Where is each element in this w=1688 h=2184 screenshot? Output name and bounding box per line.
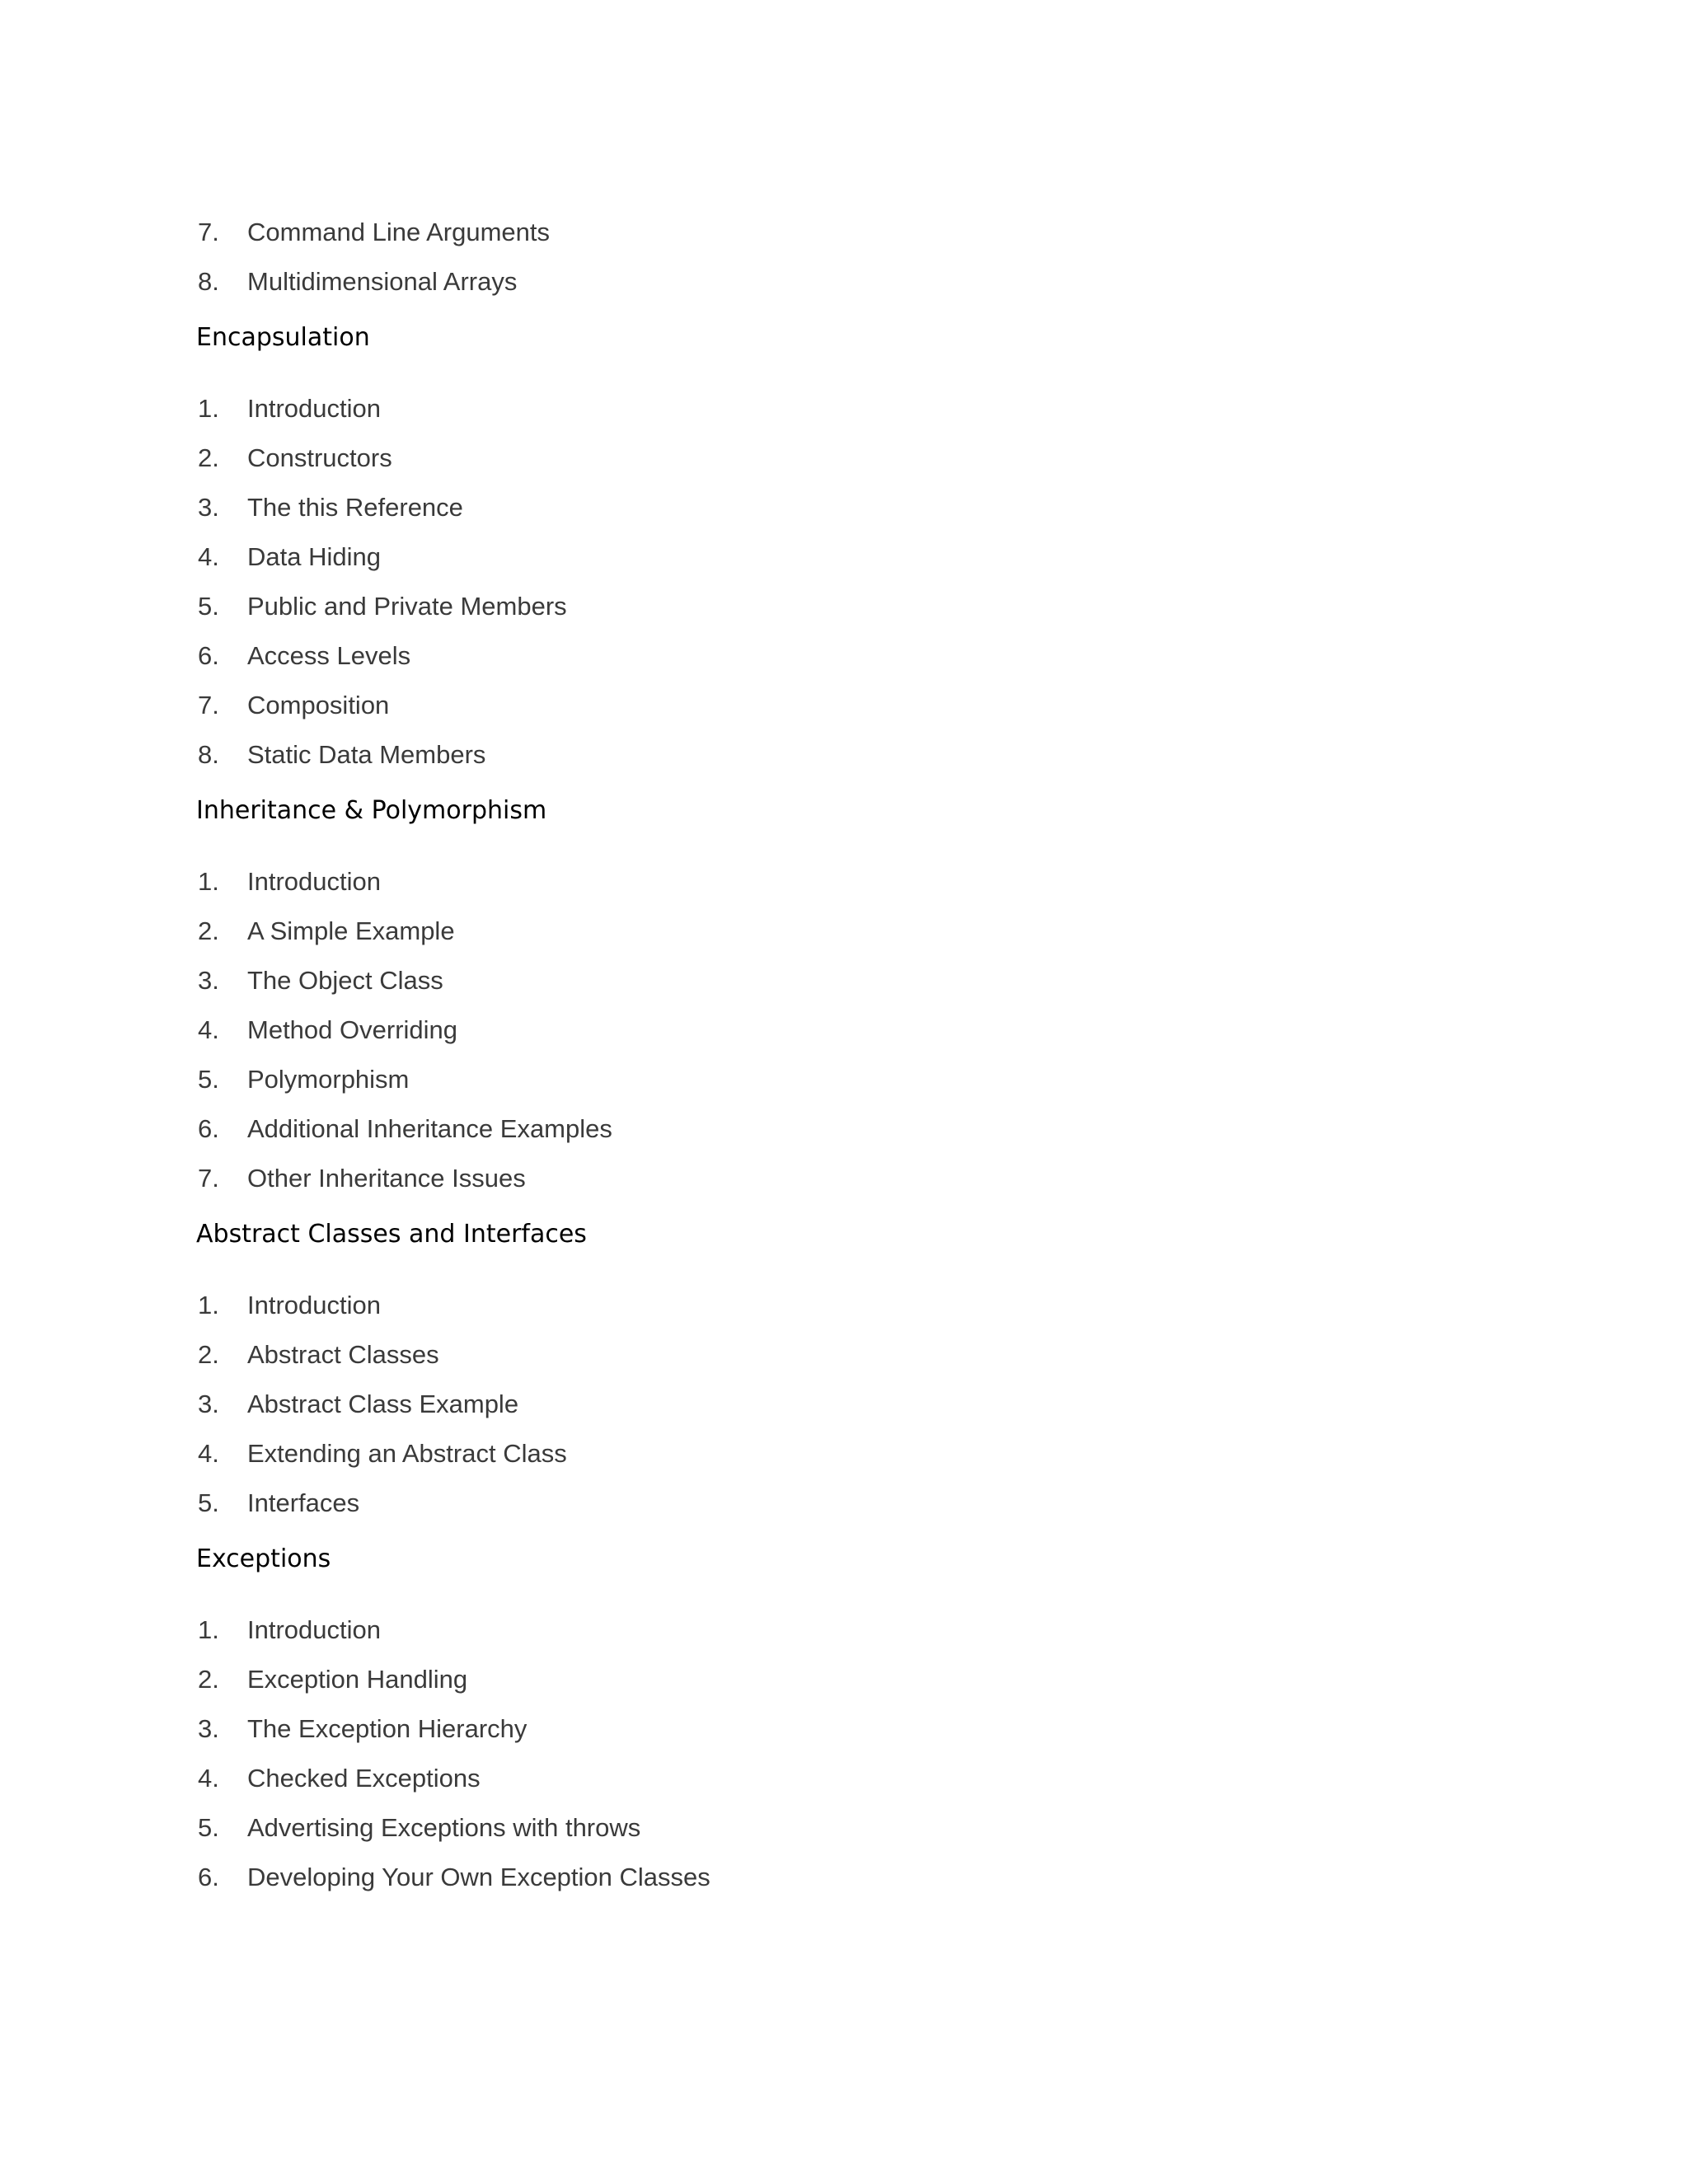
list-item <box>196 730 1515 780</box>
list-item-text: Polymorphism <box>247 1065 410 1094</box>
list-item-number: 3. <box>198 1714 219 1743</box>
list-item <box>196 1330 1515 1380</box>
list-item <box>196 1104 1515 1154</box>
list-item-number: 1. <box>198 867 219 896</box>
list-item <box>196 1704 1515 1754</box>
list-item <box>196 1380 1515 1429</box>
list-item-number: 4. <box>198 542 219 571</box>
list-item-text: The this Reference <box>247 493 463 522</box>
list-item-text: Developing Your Own Exception Classes <box>247 1863 710 1891</box>
list-item-text: Public and Private Members <box>247 592 567 621</box>
section-abstract-classes-interfaces <box>196 1203 1515 1528</box>
list-item-text: Introduction <box>247 1291 381 1319</box>
section-exceptions <box>196 1528 1515 1902</box>
list-item-number: 5. <box>198 1488 219 1517</box>
list-item-number: 6. <box>198 1114 219 1143</box>
list-item-number: 4. <box>198 1015 219 1044</box>
list-item-number: 7. <box>198 691 219 719</box>
list-item-text: Introduction <box>247 394 381 423</box>
list-item-text: Access Levels <box>247 641 411 670</box>
list-item-number: 1. <box>198 394 219 423</box>
list-item-number: 1. <box>198 1291 219 1319</box>
list-item <box>196 434 1515 483</box>
list-item <box>196 631 1515 681</box>
list-item <box>196 956 1515 1005</box>
list-item <box>196 681 1515 730</box>
table-of-contents <box>196 208 1515 1902</box>
list-item-text: Constructors <box>247 443 392 472</box>
list-item-number: 6. <box>198 641 219 670</box>
list-item-text: Introduction <box>247 867 381 896</box>
list-item <box>196 1655 1515 1704</box>
list-item-number: 4. <box>198 1439 219 1468</box>
section-heading: Abstract Classes and Interfaces <box>196 1220 587 1249</box>
section-encapsulation <box>196 307 1515 780</box>
list-item-text: Abstract Classes <box>247 1340 439 1369</box>
list-item-number: 3. <box>198 966 219 995</box>
list-item-text: Static Data Members <box>247 740 486 769</box>
list-item <box>196 1605 1515 1655</box>
list-item-number: 8. <box>198 740 219 769</box>
list-item-text: Multidimensional Arrays <box>247 267 518 296</box>
section-inheritance-polymorphism <box>196 780 1515 1203</box>
continued-list <box>196 208 1515 307</box>
list-item <box>196 582 1515 631</box>
list-item <box>196 857 1515 907</box>
list-item-text: Exception Handling <box>247 1665 468 1694</box>
list-item-text: Method Overriding <box>247 1015 458 1044</box>
list-item-number: 2. <box>198 1665 219 1694</box>
list-item-text: Interfaces <box>247 1488 360 1517</box>
list-item <box>196 1281 1515 1330</box>
list-item <box>196 1853 1515 1902</box>
list-item-text: Additional Inheritance Examples <box>247 1114 612 1143</box>
section-heading: Exceptions <box>196 1544 331 1573</box>
list-item-number: 6. <box>198 1863 219 1891</box>
list-item <box>196 1479 1515 1528</box>
list-item <box>196 384 1515 434</box>
list-item-text: Composition <box>247 691 390 719</box>
list-item <box>196 208 1515 257</box>
list-item-text: Introduction <box>247 1615 381 1644</box>
list-item <box>196 1803 1515 1853</box>
list-item <box>196 1055 1515 1104</box>
list-item-text: The Exception Hierarchy <box>247 1714 528 1743</box>
list-item-text: Other Inheritance Issues <box>247 1164 526 1193</box>
list-item-text: Abstract Class Example <box>247 1390 519 1418</box>
list-item-number: 5. <box>198 1065 219 1094</box>
list-item-text: Command Line Arguments <box>247 218 551 246</box>
list-item-number: 2. <box>198 1340 219 1369</box>
list-item-number: 8. <box>198 267 219 296</box>
list-item <box>196 483 1515 532</box>
list-item <box>196 257 1515 307</box>
list-item-text: Checked Exceptions <box>247 1764 481 1793</box>
list-item-text: Advertising Exceptions with throws <box>247 1813 641 1842</box>
list-item-number: 5. <box>198 1813 219 1842</box>
list-item <box>196 1754 1515 1803</box>
section-heading: Encapsulation <box>196 323 370 352</box>
list-item <box>196 532 1515 582</box>
list-item-text: Data Hiding <box>247 542 381 571</box>
list-item-number: 2. <box>198 916 219 945</box>
list-item-number: 3. <box>198 1390 219 1418</box>
list-item-number: 5. <box>198 592 219 621</box>
list-item-text: The Object Class <box>247 966 443 995</box>
list-item-text: Extending an Abstract Class <box>247 1439 567 1468</box>
list-item-number: 2. <box>198 443 219 472</box>
list-item-number: 7. <box>198 218 219 246</box>
list-item-number: 3. <box>198 493 219 522</box>
list-item <box>196 1154 1515 1203</box>
list-item-number: 4. <box>198 1764 219 1793</box>
list-item <box>196 907 1515 956</box>
list-item <box>196 1005 1515 1055</box>
list-item <box>196 1429 1515 1479</box>
section-heading: Inheritance & Polymorphism <box>196 796 547 825</box>
list-item-number: 1. <box>198 1615 219 1644</box>
list-item-number: 7. <box>198 1164 219 1193</box>
list-item-text: A Simple Example <box>247 916 455 945</box>
